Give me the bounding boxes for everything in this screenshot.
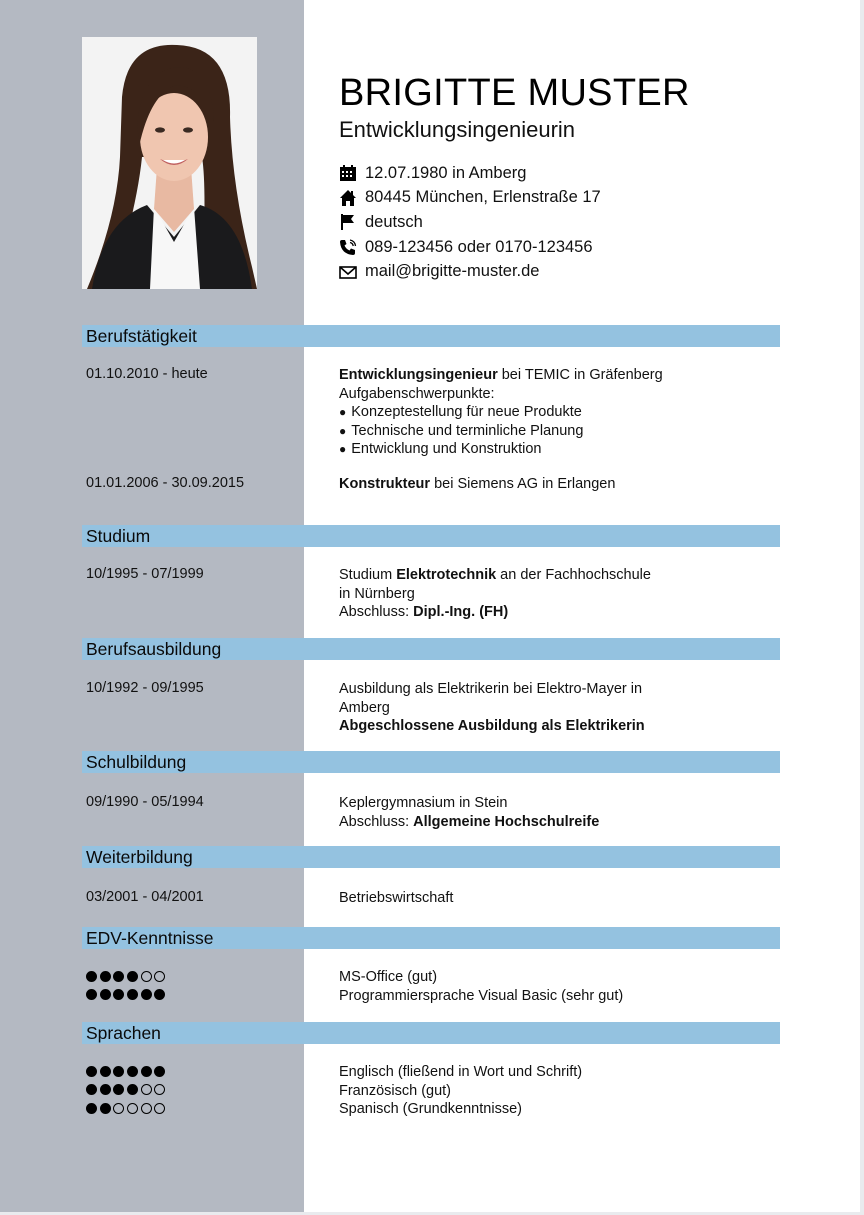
- rating-dot-filled: [113, 1066, 124, 1077]
- rating-dot-filled: [100, 1103, 111, 1114]
- rating-dots: [86, 986, 168, 1005]
- rating-dot-empty: [113, 1103, 124, 1114]
- rating-dot-empty: [141, 1103, 152, 1114]
- section-title: Berufstätigkeit: [86, 326, 197, 346]
- entry-role: Konstrukteur: [339, 476, 431, 492]
- rating-dot-filled: [113, 989, 124, 1000]
- text-line: in Nürnberg: [339, 585, 415, 602]
- rating-dot-empty: [154, 971, 165, 982]
- rating-dots: [86, 967, 168, 986]
- language-item: Französisch (gut): [339, 1082, 452, 1099]
- phone-icon: [339, 238, 357, 256]
- contact-phone: [339, 235, 601, 260]
- list-item: ● Technische und terminliche Planung: [339, 422, 663, 441]
- flag-icon: [339, 213, 357, 231]
- skill-item: MS-Office (gut): [339, 969, 438, 985]
- entry-date: 03/2001 - 04/2001: [86, 889, 204, 905]
- rating-dot-filled: [113, 971, 124, 982]
- rating-dot-filled: [113, 1084, 124, 1095]
- rating-dot-filled: [100, 989, 111, 1000]
- entry-date: 01.01.2006 - 30.09.2015: [86, 475, 245, 491]
- entry-description: [339, 794, 599, 831]
- section-title: Studium: [86, 526, 151, 546]
- mail-icon: [339, 263, 357, 281]
- language-rating-list: [86, 1062, 168, 1118]
- text-bold: Allgemeine Hochschulreife: [413, 813, 600, 830]
- text-bold: Dipl.-Ing. (FH): [413, 604, 509, 620]
- contact-list: [339, 161, 601, 284]
- section-header-berufsausbildung: [82, 638, 780, 660]
- section-header-sprachen: [82, 1022, 780, 1044]
- section-header-berufstaetigkeit: [82, 325, 780, 347]
- list-item: ● Entwicklung und Konstruktion: [339, 440, 663, 459]
- rating-dot-filled: [100, 1084, 111, 1095]
- language-list: [339, 1063, 582, 1119]
- contact-text: mail@brigitte-muster.de: [365, 262, 540, 281]
- rating-dot-filled: [154, 1066, 165, 1077]
- entry-date: 09/1990 - 05/1994: [86, 794, 204, 810]
- job-title: Entwicklungsingenieurin: [339, 117, 576, 142]
- rating-dot-filled: [86, 1103, 97, 1114]
- text-line: Ausbildung als Elektrikerin bei Elektro-Mayer in: [339, 681, 643, 697]
- rating-dot-filled: [154, 989, 165, 1000]
- entry-employer: bei Siemens AG in Erlangen: [430, 476, 616, 492]
- section-title: EDV-Kenntnisse: [86, 928, 214, 948]
- contact-address: [339, 186, 601, 211]
- skill-list: [339, 968, 623, 1005]
- entry-role: Entwicklungsingenieur: [339, 367, 498, 383]
- entry-date: 10/1995 - 07/1999: [86, 566, 204, 582]
- text-span: Abschluss:: [339, 813, 414, 830]
- entry-description: [339, 566, 651, 622]
- section-title: Sprachen: [86, 1023, 161, 1043]
- section-title: Schulbildung: [86, 752, 187, 772]
- contact-nationality: [339, 210, 601, 235]
- rating-dot-empty: [141, 1084, 152, 1095]
- rating-dot-empty: [127, 1103, 138, 1114]
- text-bold: Elektrotechnik: [396, 567, 497, 583]
- entry-description: [339, 475, 615, 494]
- rating-dot-filled: [86, 1066, 97, 1077]
- list-item: ● Konzeptestellung für neue Produkte: [339, 403, 663, 422]
- entry-date: 01.10.2010 - heute: [86, 366, 208, 382]
- entry-subheading: Aufgabenschwerpunkte:: [339, 385, 495, 402]
- text-bold: Abgeschlossene Ausbildung als Elektrikerin: [339, 718, 645, 734]
- rating-dot-filled: [86, 989, 97, 1000]
- section-title: Weiterbildung: [86, 847, 193, 867]
- rating-dot-filled: [86, 971, 97, 982]
- text-span: Studium: [339, 567, 397, 583]
- contact-text: 089-123456 oder 0170-123456: [365, 237, 593, 256]
- contact-text: 12.07.1980 in Amberg: [365, 163, 527, 182]
- entry-date: 10/1992 - 09/1995: [86, 680, 204, 696]
- language-item: Englisch (fließend in Wort und Schrift): [339, 1064, 583, 1080]
- contact-email: [339, 259, 601, 284]
- calendar-icon: [339, 164, 357, 182]
- contact-birth: [339, 161, 601, 186]
- skill-rating-list: [86, 967, 168, 1004]
- text-span: an der Fachhochschule: [496, 567, 651, 583]
- rating-dots: [86, 1081, 168, 1100]
- rating-dot-filled: [100, 971, 111, 982]
- entry-description: [339, 680, 645, 736]
- section-header-edv: [82, 927, 780, 949]
- rating-dot-empty: [141, 971, 152, 982]
- text-span: Abschluss:: [339, 604, 414, 620]
- rating-dot-filled: [127, 1066, 138, 1077]
- section-title: Berufsausbildung: [86, 639, 222, 659]
- rating-dot-filled: [141, 989, 152, 1000]
- rating-dot-filled: [127, 1084, 138, 1095]
- section-header-weiterbildung: [82, 846, 780, 868]
- rating-dots: [86, 1062, 168, 1081]
- home-icon: [339, 189, 357, 207]
- rating-dot-empty: [154, 1103, 165, 1114]
- contact-text: 80445 München, Erlenstraße 17: [365, 188, 601, 207]
- rating-dot-filled: [127, 989, 138, 1000]
- rating-dot-filled: [100, 1066, 111, 1077]
- rating-dot-empty: [154, 1084, 165, 1095]
- rating-dot-filled: [141, 1066, 152, 1077]
- text-line: Betriebswirtschaft: [339, 890, 454, 906]
- contact-text: deutsch: [365, 212, 423, 231]
- text-line: Amberg: [339, 699, 390, 716]
- section-header-studium: [82, 525, 780, 547]
- language-item: Spanisch (Grundkenntnisse): [339, 1101, 522, 1117]
- entry-employer: bei TEMIC in Gräfenberg: [497, 367, 663, 383]
- skill-item: Programmiersprache Visual Basic (sehr gut): [339, 987, 624, 1004]
- profile-photo: [82, 37, 257, 289]
- person-name: BRIGITTE MUSTER: [339, 72, 690, 114]
- entry-description: [339, 366, 663, 459]
- rating-dots: [86, 1099, 168, 1118]
- page-edge: [860, 0, 864, 1215]
- rating-dot-filled: [127, 971, 138, 982]
- entry-description: [339, 889, 453, 908]
- text-line: Keplergymnasium in Stein: [339, 795, 508, 811]
- rating-dot-filled: [86, 1084, 97, 1095]
- section-header-schulbildung: [82, 751, 780, 773]
